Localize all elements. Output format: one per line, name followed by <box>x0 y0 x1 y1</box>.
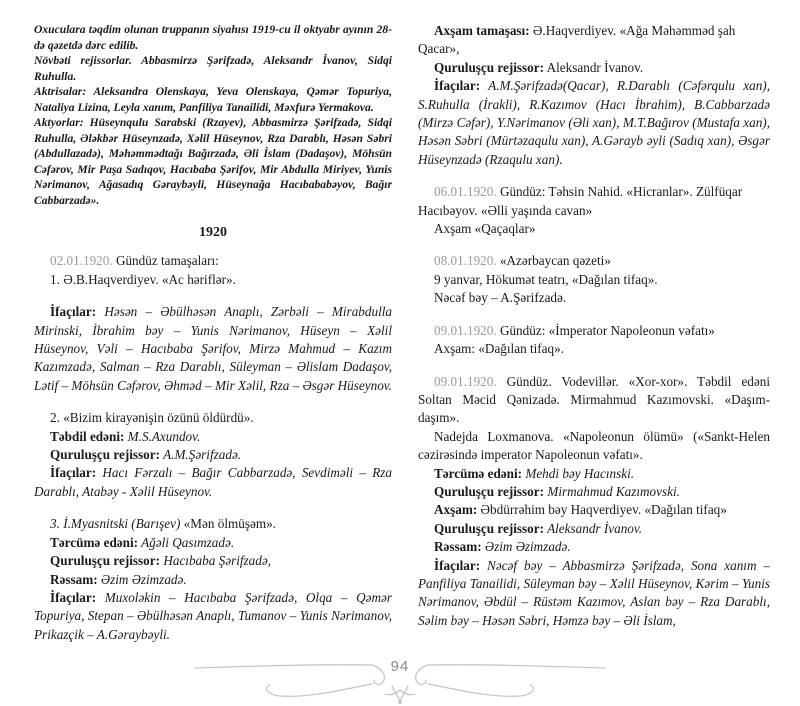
intro-actors: Aktyorlar: Hüseynqulu Sarabski (Rzayev), Abbasmirzə Şərifzadə, Sidqi Ruhulla, Ələkbər Hüseynzadə, Xəlil Hüseynov, Rza Darablı, Həsən Səbri (Abdullazadə), Məhəmmədtağı Bağırzadə, Əli İslam (Dadaşov), Möhsün Cəfərov, Mir Paşa Sadıqov, Hacıbaba Şərifov, Mir Abdulla Miriyev, Yunis Nərimanov, Ağasadıq Gəraybəyli, Hüseynağa Hacıbababəyov, Bağır Cabbarzadə». <box>34 116 392 207</box>
cast-text: Nəcəf bəy – Abbasmirzə Şərifzadə, Sona xanım – Panfiliya Tanailidi, Süleyman bəy – Xəlil Hüseynov, Kərim – Yunis Nərimanov, Əbdül – Rüstəm Kazımov, Aslan bəy – Rza Darablı, Səlim bəy – Həsən Səbri, Həmzə bəy – Əli İslam, <box>418 557 770 628</box>
translator-label: Tərcümə edəni: <box>50 534 139 550</box>
play-title: «Mən ölmüşəm». <box>180 516 276 532</box>
cast-text: Muxoləkin – Hacıbaba Şərifzadə, Olqa – Qəmər Topuriya, Stepan – Əbülhəsən Anaplı, Tumanov – Yunis Nərimanov, Prikazçik – A.Gəraybəyli. <box>34 589 392 642</box>
translator-line-3 <box>34 534 392 552</box>
entry-0801-line2: 9 yanvar, Hökumət teatrı, «Dağılan tifaq». <box>434 271 658 287</box>
artist-name: Əzim Əzimzadə. <box>97 571 187 587</box>
director-line <box>418 483 770 501</box>
artist-label: Rəssam: <box>50 571 98 587</box>
translator-name: Ağəli Qasımzadə. <box>138 534 235 550</box>
intro-directors: Növbəti rejissorlar. Abbasmirzə Şərifzadə, Aleksandr İvanov, Sidqi Ruhulla. <box>34 54 392 83</box>
intro-actresses: Aktrisalar: Aleksandra Olenskaya, Yeva Olenskaya, Qəmər Topuriya, Nataliya Lizina, Leyla xanım, Panfiliya Tanailidi, Məxfurə Yermakova. <box>34 85 392 114</box>
director-label: Quruluşçu rejissor: <box>434 483 545 499</box>
entry-0901-a-evening: Axşam: «Dağılan tifaq». <box>434 341 565 357</box>
translator-label: Tərcümə edəni: <box>434 465 523 481</box>
entry-text: Gündüz. Vodevillər. «Xor-xor». Təbdil edəni Soltan Məcid Qənizadə. Mirmahmud Kazımovski. «Daşım-daşım». <box>418 373 770 426</box>
entry-date-line <box>34 252 392 270</box>
cast-list-3 <box>34 589 392 644</box>
play-author: 3. İ.Myasnitski (Barışev) <box>50 516 181 532</box>
artist-line <box>418 538 770 556</box>
cast-text: Həsən – Əbülhəsən Anaplı, Zərbəli – Mirabdulla Mirinski, İbrahim bəy – Yunis Nərimanov, Hüseyn – Xəlil Hüseynov, Vəli – Hacıbaba Şərifov, Mirzə Mahmud – Kazım Kazımzadə, Salman – Rza Darablı, Süleyman – Əlislam Dadaşov, Lətif – Möhsün Cəfərov, Əhməd – Mir Xəlil, Rza – Əsgər Hüseynov. <box>34 304 392 393</box>
entry-0801-line3: Nəcəf bəy – A.Şərifzadə. <box>434 290 567 306</box>
director-name: Aleksandr İvanov. <box>544 520 643 536</box>
cast-label: İfaçılar: <box>434 78 481 94</box>
evening-cast-list <box>418 77 770 169</box>
artist-name: Əzim Əzimzadə. <box>481 539 571 555</box>
cast-list-2 <box>34 464 392 501</box>
entry-0901-b <box>418 373 770 428</box>
intro-paragraph: Oxuculara təqdim olunan truppanın siyahısı 1919-cu il oktyabr ayının 28-də qəzetdə dərc edilib. <box>34 23 392 52</box>
play-item-1: 1. Ə.B.Haqverdiyev. «Ac həriflər». <box>50 271 236 287</box>
page-footer <box>0 650 800 706</box>
entry-date: 08.01.1920. <box>434 253 497 269</box>
entry-date-text: Gündüz tamaşaları: <box>112 253 219 269</box>
entry-0601-evening: Axşam «Qaçaqlar» <box>434 221 536 237</box>
evening-line <box>418 501 770 519</box>
entry-text: Gündüz: Təhsin Nahid. «Hicranlar». Zülfüqar Hacıbəyov. «Əlli yaşında cavan» <box>418 184 743 218</box>
artist-label: Rəssam: <box>434 539 482 555</box>
director-label: Quruluşçu rejissor: <box>50 447 161 463</box>
translator-line <box>418 465 770 483</box>
evening-text: Ə.Haqverdiyev. «Ağa Məhəmməd şah Qacar», <box>418 23 736 57</box>
cast-text: Hacı Fərzalı – Bağır Cabbarzadə, Sevdiməli – Rza Darablı, Atabəy - Xəlil Hüseynov. <box>34 465 392 499</box>
artist-line-3 <box>34 571 392 589</box>
director-label: Quruluşçu rejissor: <box>434 59 545 75</box>
page-number: 94 <box>390 658 410 675</box>
director-label: Quruluşçu rejissor: <box>50 553 161 569</box>
translator-label: Təbdil edəni: <box>50 428 125 444</box>
evening-label: Axşam: <box>434 502 478 518</box>
cast-label: İfaçılar: <box>50 465 97 481</box>
entry-0901-a <box>418 322 770 340</box>
cast-list-final <box>418 557 770 631</box>
entry-date: 06.01.1920. <box>434 184 497 200</box>
director-line-2 <box>34 446 392 464</box>
cast-label: İfaçılar: <box>434 557 481 573</box>
evening-label: Axşam tamaşası: <box>434 23 530 38</box>
director-name: Mirmahmud Kazımovski. <box>544 483 680 499</box>
entry-text: Gündüz: «İmperator Napoleonun vəfatı» <box>496 322 715 338</box>
cast-label: İfaçılar: <box>50 589 97 605</box>
cast-list-1 <box>34 303 392 395</box>
entry-date: 09.01.1920. <box>434 373 497 389</box>
play-item-3 <box>34 515 392 533</box>
evening-director-line-2 <box>418 520 770 538</box>
cast-label: İfaçılar: <box>50 304 97 320</box>
left-column <box>34 22 392 644</box>
right-column <box>418 22 770 630</box>
evening-director-line <box>418 59 770 77</box>
entry-0801 <box>418 252 770 270</box>
director-label: Quruluşçu rejissor: <box>434 520 545 536</box>
director-name: Aleksandr İvanov. <box>544 59 644 75</box>
evening-show-line <box>418 22 770 59</box>
year-heading: 1920 <box>199 225 227 240</box>
director-name: A.M.Şərifzadə. <box>160 447 242 463</box>
director-line-3 <box>34 552 392 570</box>
entry-0601 <box>418 183 770 220</box>
translator-line-2 <box>34 428 392 446</box>
translator-name: Mehdi bəy Hacınski. <box>522 465 635 481</box>
play-item-2: 2. «Bizim kirayənişin özünü öldürdü». <box>50 410 254 426</box>
evening-text: Əbdürrəhim bəy Haqverdiyev. «Dağılan tifaq» <box>477 502 727 518</box>
director-name: Hacıbaba Şərifzadə, <box>160 553 272 569</box>
entry-date: 02.01.1920. <box>50 253 113 269</box>
entry-date: 09.01.1920. <box>434 322 497 338</box>
translator-name: M.S.Axundov. <box>124 428 201 444</box>
entry-text: «Azərbaycan qəzeti» <box>496 253 611 269</box>
cast-text: A.M.Şərifzadə(Qacar), R.Darablı (Cəfərqulu xan), S.Ruhulla (İrakli), R.Kazımov (Hacı İbrahim), B.Cabbarzadə (Mirzə Cəfər), Y.Nərimanov (Əli xan), M.T.Bağırov (Mustafa xan), Həsən Səbri (Mürtəzaqulu xan), A.Gərayb əyli (Sadıq xan), Əsgər Hüseynzadə (Rzaqulu xan). <box>418 78 770 167</box>
entry-0901-b-line2: Nadejda Loxmanova. «Napoleonun ölümü» («Sankt-Helen cəzirəsində imperator Napoleonun vəfatı». <box>418 428 770 463</box>
